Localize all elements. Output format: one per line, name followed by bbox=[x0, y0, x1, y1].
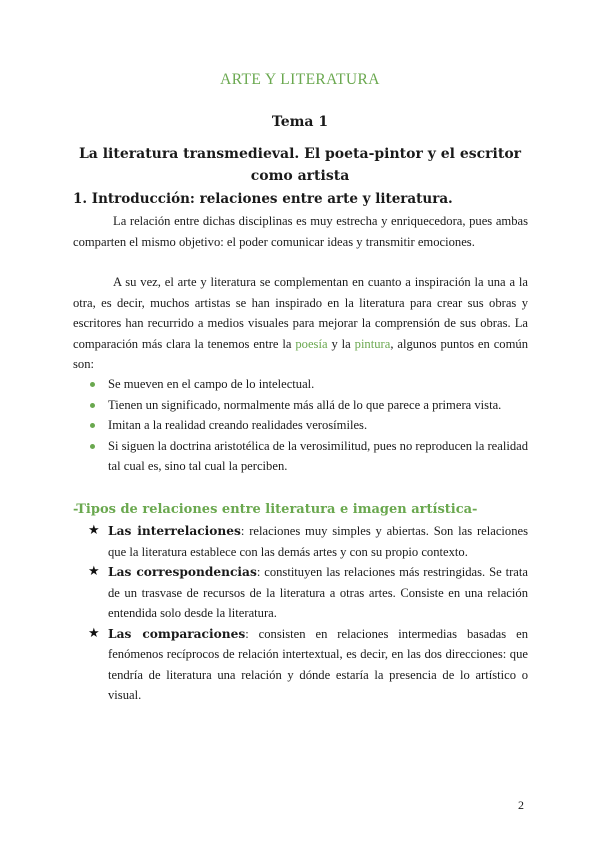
list-item bbox=[89, 624, 528, 706]
paragraph-intro: La relación entre dichas disciplinas es muy estrecha y enriquecedora, pues ambas comparten el mismo objetivo: el poder comunicar ideas y transmitir emociones. bbox=[73, 214, 528, 249]
chapter-title: La literatura transmedieval. El poeta-pintor y el escritor como artista bbox=[78, 146, 522, 184]
list-item-text: Se mueven en el campo de lo intelectual. bbox=[108, 377, 315, 391]
common-points-list bbox=[89, 374, 528, 477]
highlight-pintura: pintura bbox=[354, 336, 391, 351]
paragraph-text: , algunos puntos en común son: bbox=[73, 336, 528, 371]
list-item-text: Imitan a la realidad creando realidades verosímiles. bbox=[108, 418, 368, 432]
term-description: : consisten en relaciones intermedias basadas en fenómenos recíprocos de relación intertextual, es decir, en las dos direcciones: que tendría de literatura una relación y dónde estaría la presencia de lo artístico o visual. bbox=[108, 626, 528, 702]
list-item bbox=[89, 436, 528, 477]
term-description: : relaciones muy simples y abiertas. Son las relaciones que la literatura establece con las demás artes y con su propio contexto. bbox=[108, 524, 528, 559]
highlight-poesia: poesía bbox=[295, 336, 328, 351]
term-label: Las interrelaciones bbox=[108, 524, 241, 538]
bullet-dot-icon bbox=[90, 403, 95, 408]
star-icon: ★ bbox=[88, 564, 100, 579]
list-item bbox=[89, 521, 528, 562]
star-icon: ★ bbox=[88, 523, 100, 538]
bullet-dot-icon bbox=[90, 444, 95, 449]
list-item bbox=[89, 395, 528, 416]
page-header: ARTE Y LITERATURA bbox=[220, 71, 380, 88]
list-item-text: Si siguen la doctrina aristotélica de la verosimilitud, pues no reproducen la realidad tal cual es, sino tal cual la perciben. bbox=[108, 438, 529, 473]
tema-label: Tema 1 bbox=[271, 114, 329, 130]
relation-types-list bbox=[89, 521, 528, 706]
term-description: : constituyen las relaciones más restringidas. Se trata de un trasvase de recursos de la literatura a otras artes. Consiste en una relación entendida solo desde la literatura. bbox=[108, 565, 528, 620]
star-icon: ★ bbox=[88, 625, 100, 641]
term-label: Las comparaciones bbox=[108, 626, 246, 641]
section-heading: 1. Introducción: relaciones entre arte y literatura. bbox=[73, 191, 453, 207]
list-item bbox=[89, 374, 528, 395]
list-item-text: Tienen un significado, normalmente más allá de lo que parece a primera vista. bbox=[108, 397, 502, 412]
page-number: 2 bbox=[518, 798, 524, 812]
bullet-dot-icon bbox=[90, 382, 95, 387]
paragraph-text: y la bbox=[327, 336, 355, 351]
relation-types-subheading: -Tipos de relaciones entre literatura e imagen artística- bbox=[73, 502, 478, 517]
list-item bbox=[89, 415, 528, 436]
list-item bbox=[89, 562, 528, 624]
paragraph-complement bbox=[73, 272, 528, 375]
term-label: Las correspondencias bbox=[108, 565, 257, 579]
bullet-dot-icon bbox=[90, 423, 95, 428]
paragraph-text: A su vez, el arte y literatura se complementan en cuanto a inspiración la una a la otra, es decir, muchos artistas se han inspirado en la literatura para crear sus obras y escritores han recurrido a medios visuales para mejorar la comprensión de sus obras. La comparación más clara la tenemos entre la bbox=[73, 275, 528, 351]
